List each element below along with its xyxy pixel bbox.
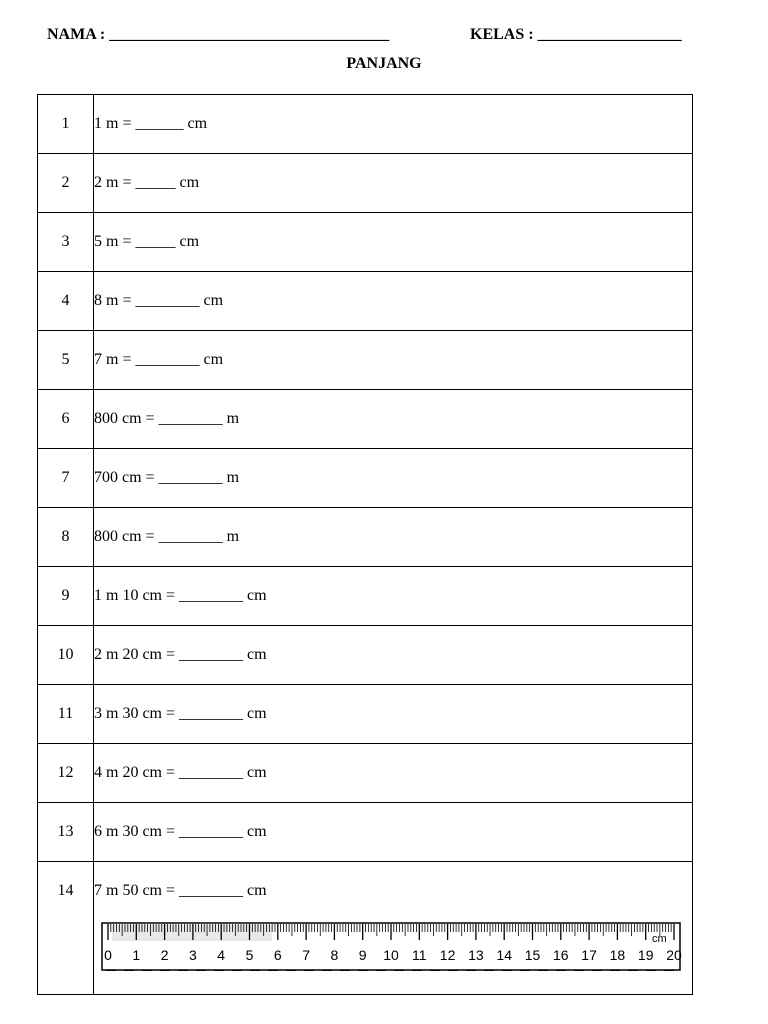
question-number: 14 <box>38 862 94 995</box>
question-text[interactable]: 800 cm = ________ m <box>94 508 693 567</box>
ruler-number: 14 <box>496 947 512 963</box>
question-text[interactable]: 700 cm = ________ m <box>94 449 693 508</box>
question-number: 3 <box>38 213 94 272</box>
question-row <box>38 803 693 862</box>
question-number: 11 <box>38 685 94 744</box>
question-row <box>38 213 693 272</box>
ruler-number: 10 <box>383 947 399 963</box>
ruler-number: 1 <box>132 947 141 963</box>
question-text[interactable]: 1 m 10 cm = ________ cm <box>94 567 693 626</box>
ruler-number: 11 <box>412 947 427 963</box>
question-number: 8 <box>38 508 94 567</box>
question-text[interactable]: 7 m 50 cm = ________ cm <box>94 882 267 899</box>
ruler-number: 15 <box>524 947 541 963</box>
ruler-number: 4 <box>217 947 226 963</box>
question-row <box>38 626 693 685</box>
question-number: 5 <box>38 331 94 390</box>
ruler-number: 8 <box>330 947 339 963</box>
ruler-number: 0 <box>104 947 112 963</box>
student-info-header <box>47 26 707 48</box>
question-number: 1 <box>38 95 94 154</box>
question-number: 2 <box>38 154 94 213</box>
ruler-number: 16 <box>553 947 569 963</box>
question-text[interactable]: 4 m 20 cm = ________ cm <box>94 744 693 803</box>
question-text[interactable]: 2 m = _____ cm <box>94 154 693 213</box>
question-text[interactable]: 8 m = ________ cm <box>94 272 693 331</box>
question-text[interactable]: 5 m = _____ cm <box>94 213 693 272</box>
ruler-svg <box>100 920 682 972</box>
question-row <box>38 154 693 213</box>
ruler-number: 17 <box>581 947 597 963</box>
question-number: 6 <box>38 390 94 449</box>
question-number: 10 <box>38 626 94 685</box>
question-row <box>38 331 693 390</box>
ruler-number: 5 <box>245 947 254 963</box>
question-row <box>38 390 693 449</box>
question-table <box>37 94 693 995</box>
ruler-image <box>100 920 682 972</box>
question-text[interactable]: 3 m 30 cm = ________ cm <box>94 685 693 744</box>
question-row <box>38 449 693 508</box>
class-field-label[interactable]: KELAS : __________________ <box>470 26 682 43</box>
name-field-label[interactable]: NAMA : ___________________________________ <box>47 26 390 43</box>
question-number: 12 <box>38 744 94 803</box>
question-row <box>38 95 693 154</box>
question-number: 9 <box>38 567 94 626</box>
question-number: 7 <box>38 449 94 508</box>
question-text[interactable]: 1 m = ______ cm <box>94 95 693 154</box>
question-text[interactable]: 7 m = ________ cm <box>94 331 693 390</box>
ruler-number: 9 <box>358 947 367 963</box>
question-row <box>38 862 693 995</box>
question-row <box>38 508 693 567</box>
ruler-number: 2 <box>160 947 169 963</box>
ruler-number: 12 <box>439 947 456 963</box>
question-row <box>38 685 693 744</box>
ruler-number: 3 <box>189 947 197 963</box>
question-text[interactable]: 2 m 20 cm = ________ cm <box>94 626 693 685</box>
ruler-number: 13 <box>468 947 484 963</box>
question-row <box>38 272 693 331</box>
question-row <box>38 744 693 803</box>
question-row <box>38 567 693 626</box>
ruler-unit-label: cm <box>652 933 667 945</box>
question-cell <box>94 862 693 995</box>
ruler-number: 7 <box>302 947 310 963</box>
question-text[interactable]: 800 cm = ________ m <box>94 390 693 449</box>
ruler-number: 19 <box>637 947 654 963</box>
question-text[interactable]: 6 m 30 cm = ________ cm <box>94 803 693 862</box>
ruler-number: 6 <box>273 947 282 963</box>
question-number: 4 <box>38 272 94 331</box>
question-number: 13 <box>38 803 94 862</box>
ruler-labels <box>104 947 682 963</box>
worksheet-title: PANJANG <box>346 55 422 72</box>
ruler-number: 18 <box>609 947 626 963</box>
ruler-number: 20 <box>666 947 682 963</box>
